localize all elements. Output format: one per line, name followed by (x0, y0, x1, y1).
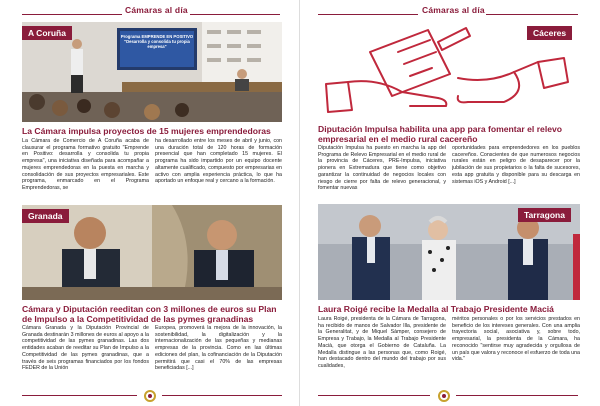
footer-rule-left (22, 395, 137, 396)
right-page (300, 0, 600, 406)
body-caceres-col1: Diputación Impulsa ha puesto en marcha la app del Programa de Relevo Empresarial en el medio rural de la provincia de Cáceres, PRE-Impulsa, iniciativa pionera en Extremadura que tiene como objetivo garantizar la continuidad de negocios locales con riesgo de cierre por falta de relevo generacional, y fomentar nuevas (318, 145, 446, 192)
body-tarragona-col1: Laura Roigé, presidenta de la Cámara de Tarragona, ha recibido de manos de Salvador Illa, presidente de la Generalitat, y de Miquel Sàmper, consejero de Empresa y Trabajo, la Medalla al Trabajo Presidente Macià, que otorga el Gobierno de Cataluña. La Medalla distingue a las personas que, como Roigé, han destacado dentro del mundo del trabajo por sus cualidades, (318, 316, 446, 369)
running-header: Cámaras al día (422, 5, 485, 15)
tag-a-coruna: A Coruña (22, 26, 72, 40)
body-coruna-col1: La Cámara de Comercio de A Coruña acaba de clausurar el programa formativo gratuito "Emprende en Positivo: desarrolla y consolida tu propia empresa", una iniciativa diseñada para acompañar a mujeres emprendedoras en la puesta en marcha y consolidación de sus proyectos empresariales. Este programa, enmarcado en el Programa Emprendedoras, se (22, 138, 149, 191)
chamber-logo-icon (144, 390, 156, 402)
running-header: Cámaras al día (125, 5, 188, 15)
footer-rule-right (456, 395, 578, 396)
body-caceres-col2: oportunidades para emprendedores en los pueblos cacereños. Conscientes de que numerosos negocios rurales están en peligro de desaparecer por la jubilación de sus propietarios o la falta de sucesores, esta app gratuita y disponible para su descarga en sistemas iOS y Android [...] (452, 145, 580, 185)
header-rule-left (318, 14, 418, 15)
header-rule-right (190, 14, 280, 15)
footer-rule-right (162, 395, 282, 396)
tag-tarragona: Tarragona (518, 208, 571, 222)
header-rule-left (22, 14, 122, 15)
footer-rule-left (318, 395, 430, 396)
body-tarragona (318, 316, 580, 378)
headline-caceres: Diputación Impulsa habilita una app para fomentar el relevo empresarial en el medio rural cacereño (318, 124, 563, 144)
body-coruna-col2: ha desarrollado entre los meses de abril y junio, con una duración total de 120 horas de formación presencial que han completado 15 mujeres. El programa ha sido impartido por un equipo docente altamente cualificado, compuesto por empresarias en activo con amplia experiencia práctica, lo que ha aportado un enfoque real y cercano a la formación. (155, 138, 282, 185)
chamber-logo-icon (438, 390, 450, 402)
body-granada-col2: Europea, promoverá la mejora de la innovación, la sostenibilidad, la digitalización y la internacionalización de las pequeñas y medianas empresas de la provincia. Como en las últimas ediciones del plan, la cofinanciación de la Diputación permitirá que casi el 70% de las empresas beneficiadas [...] (155, 325, 282, 372)
header-rule-right (486, 14, 578, 15)
headline-coruna: La Cámara impulsa proyectos de 15 mujeres emprendedoras (22, 126, 271, 136)
tag-granada: Granada (22, 209, 69, 223)
projector-banner-text: Programa EMPRENDE EN POSITIVO "Desarrolla y consolida tu propia empresa" (120, 34, 194, 49)
body-granada (22, 325, 282, 377)
body-granada-col1: Cámara Granada y la Diputación Provincial de Granada destinarán 3 millones de euros al apoyo a la competitividad de las pymes granadinas. Las dos entidades acaban de reeditar su Plan de Impulso a la Competitividad de las pymes granadinas, que a través de seis programas financiados por los fondos FEDER de la Unión (22, 325, 149, 372)
tag-caceres: Cáceres (527, 26, 572, 40)
body-coruna (22, 138, 282, 202)
body-caceres (318, 145, 580, 197)
headline-granada: Cámara y Diputación reeditan con 3 millones de euros su Plan de Impulso a la Competitividad de las pymes granadinas (22, 304, 277, 324)
headline-tarragona: Laura Roigé recibe la Medalla al Trabajo Presidente Maciá (318, 304, 554, 314)
body-tarragona-col2: méritos personales o por los servicios prestados en beneficio de los intereses generales. Con una amplia trayectoria social, asociativa y, sobre todo, empresarial, la presidenta de la Cámara, ha reconocido "sentirse muy agradecida y orgullosa de un país que valora y reconoce el esfuerzo de toda una vida." (452, 316, 580, 363)
